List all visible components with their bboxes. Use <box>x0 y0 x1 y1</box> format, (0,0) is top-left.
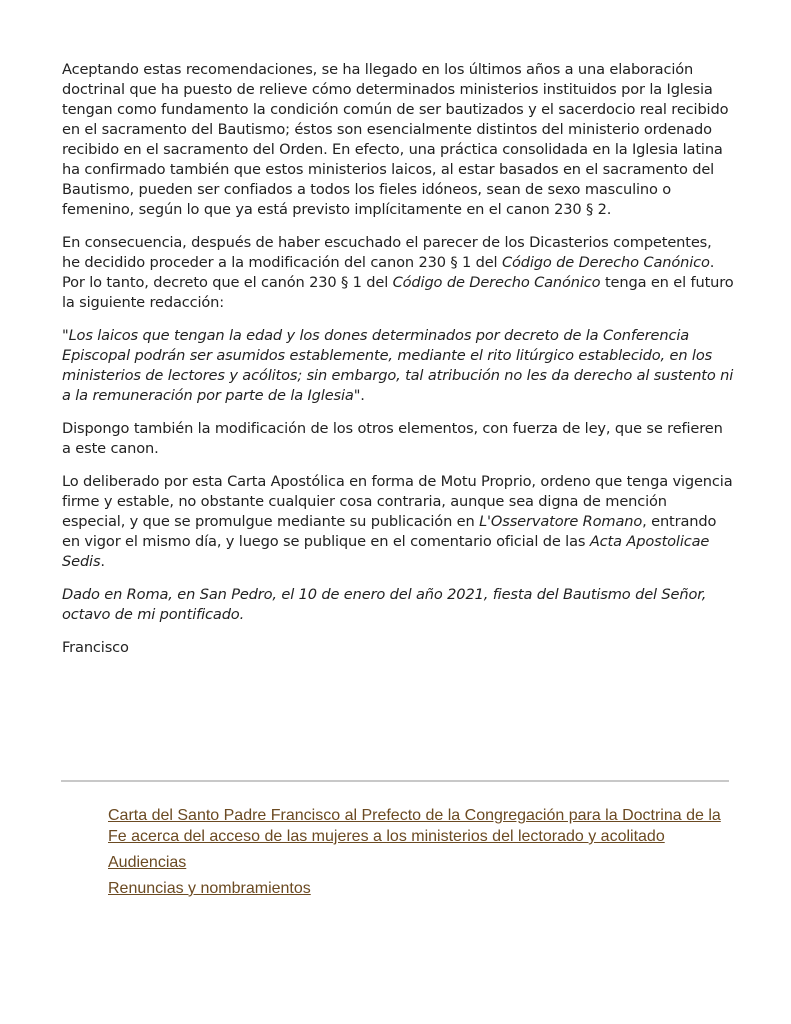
paragraph-dispongo: Dispongo también la modificación de los otros elementos, con fuerza de ley, que se refieren a este canon. <box>62 420 723 457</box>
text-run: Lo deliberado por esta Carta Apostólica en forma de Motu Proprio, ordeno que tenga vigencia firme y estable, no obstante cualquier cosa contraria, aunque sea digna de mención especial, y que se promulgue mediante su publicación en <box>62 473 733 530</box>
italic-code-title: Código de Derecho Canónico <box>501 254 710 271</box>
text-run: . Por lo tanto, decreto que el canón 230 § 1 del <box>62 254 715 291</box>
article-body <box>62 60 734 671</box>
horizontal-divider <box>61 780 729 782</box>
signature: Francisco <box>62 639 129 656</box>
paragraph-deliberado <box>62 472 734 572</box>
italic-code-title: Código de Derecho Canónico <box>392 274 601 291</box>
related-links-list <box>108 805 728 904</box>
canon-quote-text: "Los laicos que tengan la edad y los dones determinados por decreto de la Conferencia Episcopal podrán ser asumidos establemente, mediante el rito litúrgico establecido, en los ministerios de lectores y acólitos; sin embargo, tal atribución no les da derecho al sustento ni a la remuneración por parte de la Iglesia <box>62 327 734 404</box>
text-run: tenga en el futuro la siguiente redacción: <box>62 274 734 311</box>
paragraph-dateline <box>62 585 734 625</box>
italic-newspaper-title: L'Osservatore Romano <box>479 513 643 530</box>
dateline-text: Dado en Roma, en San Pedro, el 10 de enero del año 2021, fiesta del Bautismo del Señor, octavo de mi pontificado. <box>62 586 707 623</box>
link-audiencias[interactable]: Audiencias <box>108 854 187 871</box>
paragraph-recommendations: Aceptando estas recomendaciones, se ha llegado en los últimos años a una elaboración doctrinal que ha puesto de relieve cómo determinados ministerios instituidos por la Iglesia tengan como fundamento la condición común de ser bautizados y el sacerdocio real recibido en el sacramento del Bautismo; éstos son esencialmente distintos del ministerio ordenado recibido en el sacramento del Orden. En efecto, una práctica consolidada en la Iglesia latina ha confirmado también que estos ministerios laicos, al estar basados en el sacramento del Bautismo, pueden ser confiados a todos los fieles idóneos, sean de sexo masculino o femenino, según lo que ya está previsto implícitamente en el canon 230 § 2. <box>62 61 729 218</box>
link-carta-prefecto[interactable]: Carta del Santo Padre Francisco al Prefecto de la Congregación para la Doctrina de la Fe acerca del acceso de las mujeres a los ministerios del lectorado y acolitado <box>108 807 721 845</box>
paragraph-consequence <box>62 233 734 313</box>
paragraph-canon-quote <box>62 326 734 406</box>
text-run: . <box>100 553 105 570</box>
italic-acta-title: Acta Apostolicae Sedis <box>62 533 710 570</box>
text-run: En consecuencia, después de haber escuchado el parecer de los Dicasterios competentes, he decidido proceder a la modificación del canon 230 § 1 del <box>62 234 712 271</box>
quote-end: ". <box>353 387 365 404</box>
link-renuncias-nombramientos[interactable]: Renuncias y nombramientos <box>108 880 311 897</box>
text-run: , entrando en vigor el mismo día, y luego se publique en el comentario oficial de las <box>62 513 717 550</box>
